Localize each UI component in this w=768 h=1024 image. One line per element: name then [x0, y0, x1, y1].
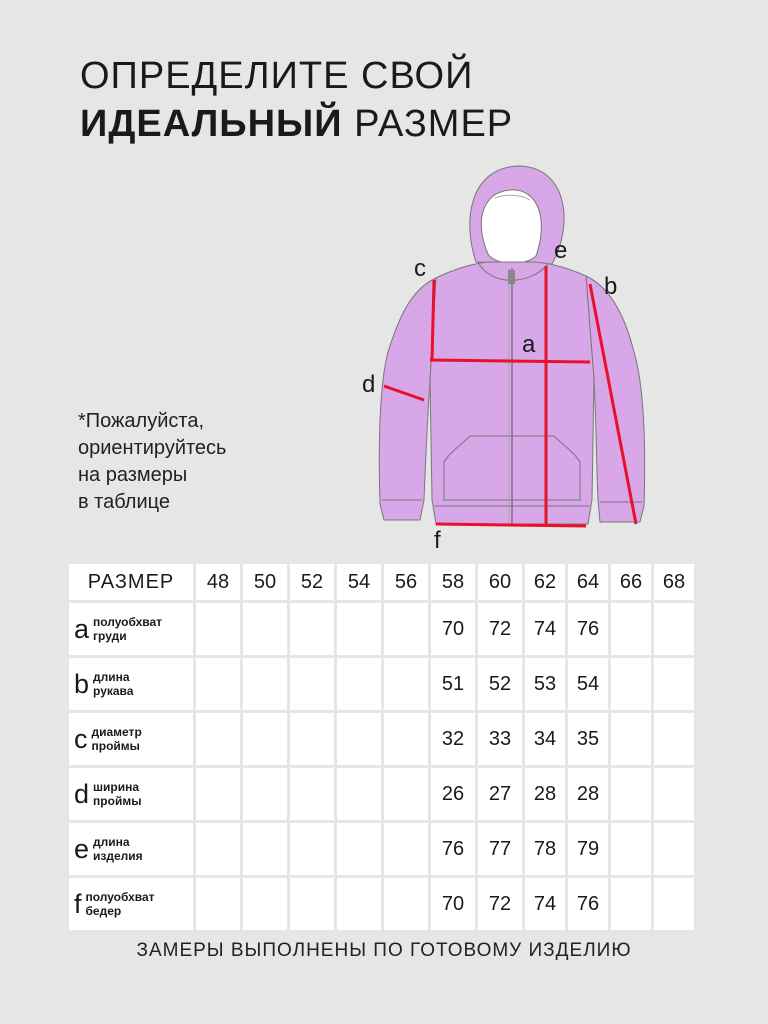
table-header-row	[69, 564, 694, 600]
value-cell	[196, 713, 240, 765]
value-cell	[290, 658, 334, 710]
param-label	[69, 670, 193, 698]
measure-line-f	[436, 524, 586, 526]
param-name-line: диаметр	[91, 725, 142, 739]
note-line: ориентируйтесь	[78, 437, 227, 459]
param-name-line: полуобхват	[85, 890, 155, 904]
value-cell	[384, 768, 428, 820]
param-name	[92, 725, 142, 753]
param-name-line: проймы	[93, 794, 142, 808]
param-cell	[69, 878, 193, 930]
size-chart-table	[66, 561, 697, 933]
param-name-line: бедер	[85, 904, 122, 918]
param-letter: c	[74, 723, 88, 754]
value-cell: 76	[568, 878, 608, 930]
label-e: e	[554, 237, 568, 264]
value-cell	[243, 603, 287, 655]
param-cell	[69, 658, 193, 710]
label-d: d	[362, 371, 376, 398]
value-cell	[384, 713, 428, 765]
param-letter: a	[74, 613, 90, 644]
value-cell: 32	[431, 713, 475, 765]
note-line: *Пожалуйста,	[78, 410, 205, 432]
value-cell: 70	[431, 878, 475, 930]
size-header: 62	[525, 564, 565, 600]
value-cell: 74	[525, 603, 565, 655]
size-header: 64	[568, 564, 608, 600]
param-name-line: рукава	[93, 684, 134, 698]
footer-note: ЗАМЕРЫ ВЫПОЛНЕНЫ ПО ГОТОВОМУ ИЗДЕЛИЮ	[136, 940, 632, 961]
value-cell: 70	[431, 603, 475, 655]
value-cell: 72	[478, 878, 522, 930]
value-cell	[290, 768, 334, 820]
value-cell	[243, 658, 287, 710]
value-cell	[337, 768, 381, 820]
value-cell: 28	[525, 768, 565, 820]
value-cell	[196, 878, 240, 930]
param-name-line: проймы	[91, 739, 140, 753]
value-cell	[654, 878, 694, 930]
param-cell	[69, 603, 193, 655]
param-cell	[69, 823, 193, 875]
param-name-line: полуобхват	[93, 615, 163, 629]
value-cell: 77	[478, 823, 522, 875]
param-label	[69, 725, 193, 753]
value-cell: 33	[478, 713, 522, 765]
value-cell: 76	[431, 823, 475, 875]
value-cell: 78	[525, 823, 565, 875]
value-cell	[290, 823, 334, 875]
size-header: 50	[243, 564, 287, 600]
value-cell: 72	[478, 603, 522, 655]
value-cell	[611, 713, 651, 765]
param-name-line: длина	[93, 835, 130, 849]
value-cell: 34	[525, 713, 565, 765]
label-f: f	[434, 527, 441, 554]
table-row	[69, 658, 694, 710]
value-cell	[196, 823, 240, 875]
value-cell: 51	[431, 658, 475, 710]
value-cell	[384, 603, 428, 655]
note-line: в таблице	[78, 491, 170, 513]
hoodie-left-sleeve	[379, 278, 436, 520]
param-name-line: изделия	[93, 849, 143, 863]
label-c: c	[414, 255, 426, 282]
value-cell	[337, 823, 381, 875]
value-cell	[337, 878, 381, 930]
note-line: на размеры	[78, 464, 188, 486]
value-cell: 35	[568, 713, 608, 765]
hood-opening	[481, 190, 541, 263]
param-letter: f	[74, 888, 82, 919]
param-letter: e	[74, 833, 90, 864]
value-cell: 52	[478, 658, 522, 710]
size-header: 60	[478, 564, 522, 600]
size-header: 48	[196, 564, 240, 600]
value-cell	[196, 603, 240, 655]
title-line2-rest: РАЗМЕР	[342, 103, 514, 145]
title-bold-word: ИДЕАЛЬНЫЙ	[80, 103, 343, 145]
value-cell: 79	[568, 823, 608, 875]
value-cell: 28	[568, 768, 608, 820]
param-letter: b	[74, 668, 90, 699]
page-title	[80, 52, 513, 148]
param-name	[93, 670, 133, 698]
value-cell: 27	[478, 768, 522, 820]
param-name	[93, 780, 141, 808]
value-cell	[243, 713, 287, 765]
value-cell: 26	[431, 768, 475, 820]
value-cell	[654, 658, 694, 710]
value-cell	[611, 658, 651, 710]
value-cell: 54	[568, 658, 608, 710]
param-cell	[69, 713, 193, 765]
param-label	[69, 780, 193, 808]
value-cell	[611, 603, 651, 655]
param-name	[93, 615, 162, 643]
value-cell: 76	[568, 603, 608, 655]
value-cell	[611, 823, 651, 875]
size-header: 54	[337, 564, 381, 600]
value-cell	[384, 823, 428, 875]
value-cell	[337, 713, 381, 765]
value-cell	[290, 603, 334, 655]
measure-line-a	[430, 360, 590, 362]
value-cell	[337, 603, 381, 655]
param-name	[86, 890, 155, 918]
value-cell	[196, 658, 240, 710]
value-cell	[611, 878, 651, 930]
param-letter: d	[74, 778, 90, 809]
param-name-line: ширина	[93, 780, 140, 794]
size-header: 68	[654, 564, 694, 600]
size-note	[78, 408, 226, 516]
value-cell	[290, 878, 334, 930]
value-cell	[654, 768, 694, 820]
title-line1: ОПРЕДЕЛИТЕ СВОЙ	[80, 55, 474, 97]
value-cell	[654, 823, 694, 875]
param-name-line: груди	[93, 629, 127, 643]
param-label	[69, 835, 193, 863]
param-label	[69, 615, 193, 643]
value-cell	[611, 768, 651, 820]
label-b: b	[604, 273, 618, 300]
value-cell	[243, 878, 287, 930]
value-cell	[196, 768, 240, 820]
size-header: 66	[611, 564, 651, 600]
value-cell	[243, 823, 287, 875]
size-header: 58	[431, 564, 475, 600]
size-header: 52	[290, 564, 334, 600]
value-cell	[654, 603, 694, 655]
label-a: a	[522, 331, 536, 358]
table-row	[69, 823, 694, 875]
value-cell: 53	[525, 658, 565, 710]
param-cell	[69, 768, 193, 820]
table-row	[69, 878, 694, 930]
table-row	[69, 713, 694, 765]
value-cell	[337, 658, 381, 710]
measure-line-c	[432, 280, 434, 360]
value-cell	[290, 713, 334, 765]
value-cell: 74	[525, 878, 565, 930]
hoodie-diagram	[340, 155, 670, 555]
value-cell	[384, 878, 428, 930]
value-cell	[654, 713, 694, 765]
table-row	[69, 603, 694, 655]
param-name	[93, 835, 143, 863]
param-name-line: длина	[93, 670, 130, 684]
table-row	[69, 768, 694, 820]
value-cell	[384, 658, 428, 710]
size-header: 56	[384, 564, 428, 600]
value-cell	[243, 768, 287, 820]
size-header-label: РАЗМЕР	[69, 564, 193, 600]
param-label	[69, 890, 193, 918]
